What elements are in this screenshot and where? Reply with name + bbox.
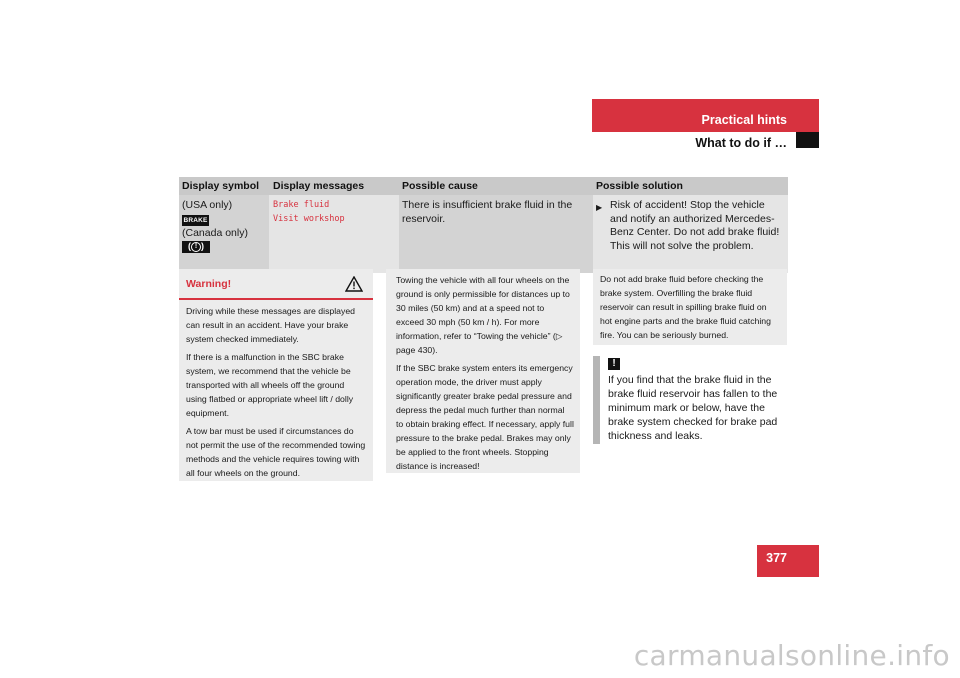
page-number-badge (757, 545, 819, 577)
table-header-row (179, 177, 788, 195)
towing-paragraph: Towing the vehicle with all four wheels on the ground is only permissible for distances up to 30 miles (50 km) and at a speed not to exceed 30 mph (50 km / h). For more information, refer to “Towing the vehicle” (▷ page 430). (396, 275, 570, 355)
warning-paragraph: A tow bar must be used if circumstances do not permit the use of the recommended towing methods and the vehicle requires towing with all four wheels on the ground. (186, 426, 366, 478)
warning-header (179, 269, 373, 300)
bullet-triangle-icon: ▶ (596, 203, 603, 212)
subsection-title: What to do if … (695, 136, 787, 150)
symbol-usa-label: (USA only) (182, 199, 233, 211)
col-header-symbol: Display symbol (182, 180, 260, 192)
warning-paragraph: Driving while these messages are displayed can result in an accident. Have your brake system checked immediately. (186, 306, 356, 344)
section-title: Practical hints (701, 113, 787, 127)
brake-warning-icon: BRAKE (183, 216, 208, 224)
col-header-solution: Possible solution (596, 180, 683, 192)
warning-triangle-icon (345, 276, 363, 292)
message-line-2: Visit workshop (273, 213, 345, 224)
watermark: carmanualsonline.info (633, 639, 950, 672)
symbol-canada-label: (Canada only) (182, 226, 248, 239)
solution-text: Risk of accident! Stop the vehicle and notify an authorized Mercedes-Benz Center. Do not add brake fluid! This will not solve the problem. (610, 199, 780, 252)
exclamation-icon: ! (608, 358, 620, 370)
cell-solution (593, 195, 788, 273)
cell-symbol (179, 195, 269, 273)
towing-info-box (386, 269, 580, 473)
col-header-cause: Possible cause (402, 180, 478, 192)
cell-messages (269, 195, 399, 273)
note-text: If you find that the brake fluid in the brake fluid reservoir has fallen to the minimum mark or below, have the brake system checked for brake pad thickness and leaks. (608, 374, 778, 442)
header-marker (796, 132, 819, 148)
cell-cause: There is insufficient brake fluid in the reservoir. (399, 195, 593, 273)
warning-label: Warning! (186, 277, 232, 290)
brake-fluid-warning-box: Do not add brake fluid before checking the brake system. Overfilling the brake fluid reservoir can result in spilling brake fluid on hot engine parts and the brake fluid catching fire. You can be seriously burned. (593, 269, 787, 345)
table-row (179, 195, 788, 273)
col-header-messages: Display messages (273, 180, 365, 192)
page-number: 377 (766, 551, 787, 565)
message-line-1: Brake fluid (273, 200, 330, 210)
display-message-table (179, 177, 788, 273)
section-header-band (592, 99, 819, 132)
sbc-emergency-paragraph: If the SBC brake system enters its emergency operation mode, the driver must apply significantly greater brake pedal pressure and depress the pedal much further than normal to obtain braking effect. If necessary, apply full pressure to the brake pedal. Brakes may only be applied to the front wheels. Stopping distance is increased! (396, 363, 574, 471)
brake-circle-warning-icon: ( ! ) (182, 241, 210, 253)
warning-body (179, 300, 373, 480)
warning-paragraph: If there is a malfunction in the SBC brake system, we recommend that the vehicle be transported with all wheels off the ground using flatbed or appropriate wheel lift / dolly equipment. (186, 352, 354, 418)
note-side-bar (593, 356, 600, 444)
warning-box (179, 269, 373, 481)
note-block (593, 356, 793, 444)
